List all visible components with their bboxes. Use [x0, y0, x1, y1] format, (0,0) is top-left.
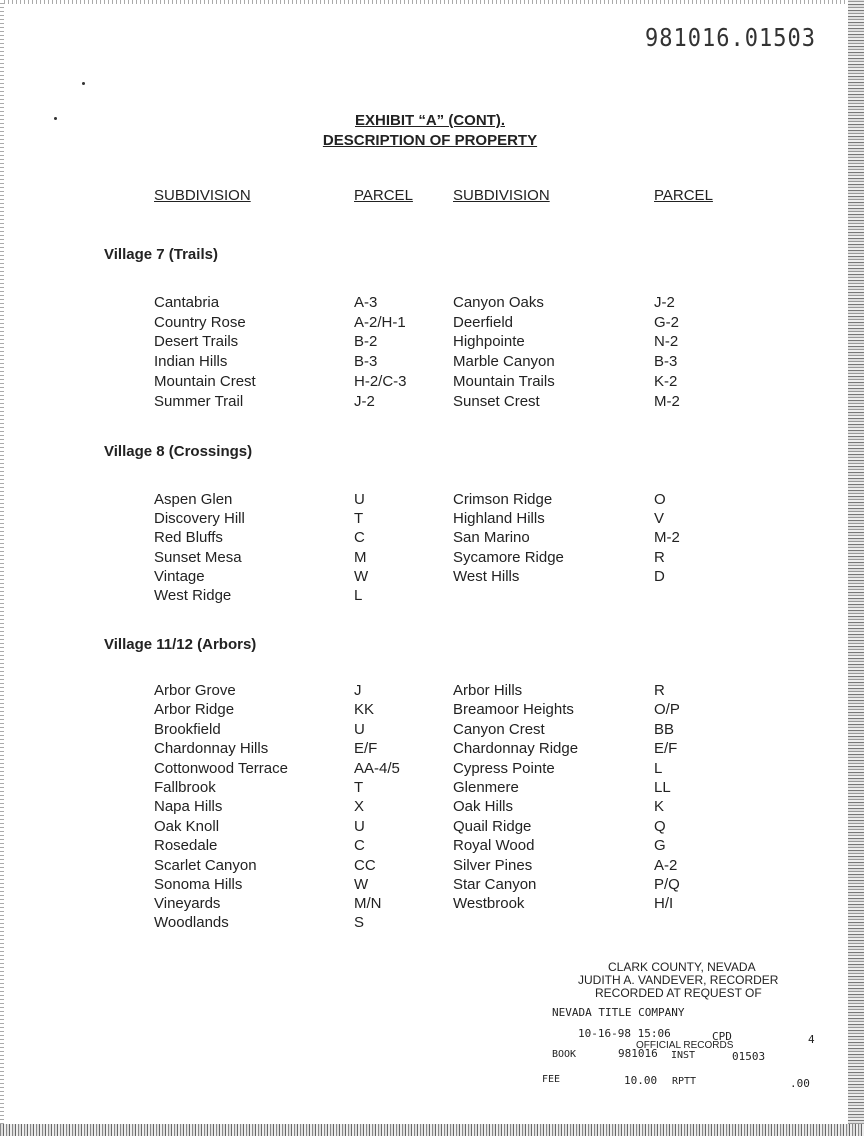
- parcel-right-cell: D: [654, 568, 665, 585]
- exhibit-title: EXHIBIT “A” (CONT).: [355, 112, 505, 129]
- parcel-left-cell: W: [354, 876, 369, 893]
- stamp-fee: 10.00: [624, 1074, 658, 1087]
- subdivision-right-cell: San Marino: [453, 529, 530, 546]
- subdivision-left-cell: Rosedale: [154, 837, 218, 854]
- table-row: [0, 876, 864, 895]
- parcel-left-cell: U: [354, 721, 365, 738]
- subdivision-left-cell: Discovery Hill: [154, 510, 245, 527]
- subdivision-left-cell: Vineyards: [154, 895, 221, 912]
- subdivision-right-cell: Star Canyon: [453, 876, 537, 893]
- subdivision-left-cell: Fallbrook: [154, 779, 216, 796]
- parcel-left-cell: U: [354, 818, 365, 835]
- subdivision-left-cell: Desert Trails: [154, 333, 239, 350]
- parcel-right-cell: J-2: [654, 294, 675, 311]
- table-row: [0, 701, 864, 720]
- parcel-left-cell: AA-4/5: [354, 760, 400, 777]
- parcel-left-cell: M: [354, 549, 367, 566]
- table-row: [0, 491, 864, 510]
- table-row: [0, 721, 864, 740]
- subdivision-right-cell: Breamoor Heights: [453, 701, 574, 718]
- parcel-left-cell: J: [354, 682, 362, 699]
- subdivision-left-cell: Sunset Mesa: [154, 549, 242, 566]
- parcel-left-cell: B-2: [354, 333, 378, 350]
- subdivision-left-cell: Indian Hills: [154, 353, 228, 370]
- parcel-left-cell: H-2/C-3: [354, 373, 407, 390]
- table-row: [0, 837, 864, 856]
- parcel-left-cell: T: [354, 510, 364, 527]
- subdivision-left-cell: West Ridge: [154, 587, 232, 604]
- subdivision-right-cell: Royal Wood: [453, 837, 535, 854]
- table-row: [0, 779, 864, 798]
- parcel-right-cell: G-2: [654, 314, 680, 331]
- subdivision-left-cell: Oak Knoll: [154, 818, 220, 835]
- parcel-left-cell: A-2/H-1: [354, 314, 406, 331]
- scan-speck: [82, 82, 85, 85]
- parcel-right-cell: E/F: [654, 740, 678, 757]
- parcel-left-cell: KK: [354, 701, 375, 718]
- parcel-right-cell: A-2: [654, 857, 678, 874]
- table-row: [0, 510, 864, 529]
- parcel-right-cell: B-3: [654, 353, 678, 370]
- subdivision-right-cell: Quail Ridge: [453, 818, 532, 835]
- header-parcel-1: PARCEL: [354, 187, 413, 204]
- subdivision-right-cell: Mountain Trails: [453, 373, 555, 390]
- subdivision-left-cell: Cantabria: [154, 294, 220, 311]
- parcel-left-cell: C: [354, 837, 365, 854]
- table-row: [0, 818, 864, 837]
- table-row: [0, 314, 864, 333]
- stamp-county: CLARK COUNTY, NEVADA: [608, 960, 756, 974]
- subdivision-left-cell: Cottonwood Terrace: [154, 760, 288, 777]
- table-row: [0, 333, 864, 352]
- stamp-datetime: 10-16-98 15:06: [578, 1027, 671, 1040]
- stamp-initials: CPD: [712, 1030, 732, 1043]
- subdivision-right-cell: Highpointe: [453, 333, 525, 350]
- parcel-left-cell: B-3: [354, 353, 378, 370]
- parcel-left-cell: W: [354, 568, 369, 585]
- parcel-left-cell: X: [354, 798, 365, 815]
- header-subdivision-1: SUBDIVISION: [154, 187, 251, 204]
- parcel-right-cell: K-2: [654, 373, 678, 390]
- subdivision-right-cell: Marble Canyon: [453, 353, 555, 370]
- scan-speck: [54, 117, 57, 120]
- subdivision-right-cell: Westbrook: [453, 895, 525, 912]
- scan-edge-bottom: [0, 1124, 864, 1136]
- parcel-left-cell: CC: [354, 857, 376, 874]
- subdivision-left-cell: Vintage: [154, 568, 205, 585]
- subdivision-right-cell: Oak Hills: [453, 798, 514, 815]
- subdivision-left-cell: Country Rose: [154, 314, 246, 331]
- parcel-right-cell: O/P: [654, 701, 680, 718]
- table-row: [0, 294, 864, 313]
- table-row: [0, 740, 864, 759]
- parcel-right-cell: O: [654, 491, 666, 508]
- subdivision-left-cell: Brookfield: [154, 721, 221, 738]
- parcel-left-cell: M/N: [354, 895, 382, 912]
- parcel-right-cell: Q: [654, 818, 666, 835]
- parcel-left-cell: L: [354, 587, 363, 604]
- table-row: [0, 353, 864, 372]
- parcel-left-cell: S: [354, 914, 365, 931]
- parcel-right-cell: K: [654, 798, 665, 815]
- parcel-left-cell: U: [354, 491, 365, 508]
- parcel-right-cell: M-2: [654, 529, 680, 546]
- subdivision-left-cell: Sonoma Hills: [154, 876, 243, 893]
- subdivision-right-cell: Sunset Crest: [453, 393, 540, 410]
- table-row: [0, 568, 864, 587]
- subdivision-right-cell: Crimson Ridge: [453, 491, 553, 508]
- parcel-left-cell: C: [354, 529, 365, 546]
- document-number: 981016.01503: [645, 24, 816, 53]
- parcel-right-cell: H/I: [654, 895, 674, 912]
- subdivision-left-cell: Arbor Ridge: [154, 701, 235, 718]
- parcel-right-cell: P/Q: [654, 876, 680, 893]
- stamp-page: 4: [808, 1033, 815, 1046]
- subdivision-right-cell: Sycamore Ridge: [453, 549, 564, 566]
- parcel-right-cell: L: [654, 760, 663, 777]
- subdivision-right-cell: Silver Pines: [453, 857, 533, 874]
- stamp-recorder: JUDITH A. VANDEVER, RECORDER: [578, 973, 779, 987]
- parcel-left-cell: A-3: [354, 294, 378, 311]
- subdivision-right-cell: Canyon Oaks: [453, 294, 544, 311]
- village-heading: Village 8 (Crossings): [104, 443, 253, 460]
- subdivision-left-cell: Mountain Crest: [154, 373, 256, 390]
- subdivision-left-cell: Woodlands: [154, 914, 229, 931]
- header-subdivision-2: SUBDIVISION: [453, 187, 550, 204]
- parcel-right-cell: LL: [654, 779, 671, 796]
- stamp-book: 981016: [618, 1047, 658, 1060]
- parcel-left-cell: J-2: [354, 393, 375, 410]
- parcel-right-cell: N-2: [654, 333, 679, 350]
- parcel-right-cell: R: [654, 549, 665, 566]
- subdivision-left-cell: Scarlet Canyon: [154, 857, 257, 874]
- table-row: [0, 373, 864, 392]
- stamp-company: NEVADA TITLE COMPANY: [552, 1006, 685, 1019]
- subdivision-left-cell: Aspen Glen: [154, 491, 233, 508]
- stamp-book-label: BOOK: [552, 1049, 577, 1060]
- stamp-rptt: .00: [790, 1077, 810, 1090]
- parcel-left-cell: E/F: [354, 740, 378, 757]
- header-parcel-2: PARCEL: [654, 187, 713, 204]
- scan-edge-top: [0, 0, 864, 4]
- parcel-right-cell: V: [654, 510, 665, 527]
- stamp-inst-label: INST: [671, 1050, 696, 1061]
- subdivision-right-cell: Deerfield: [453, 314, 514, 331]
- table-row: [0, 587, 864, 606]
- parcel-left-cell: T: [354, 779, 364, 796]
- subdivision-right-cell: West Hills: [453, 568, 520, 585]
- table-row: [0, 682, 864, 701]
- subdivision-left-cell: Napa Hills: [154, 798, 223, 815]
- exhibit-subtitle: DESCRIPTION OF PROPERTY: [322, 132, 538, 149]
- stamp-fee-label: FEE: [542, 1074, 561, 1085]
- table-row: [0, 760, 864, 779]
- parcel-right-cell: R: [654, 682, 665, 699]
- stamp-official-records: OFFICIAL RECORDS: [636, 1040, 734, 1051]
- village-heading: Village 11/12 (Arbors): [104, 636, 257, 653]
- subdivision-right-cell: Arbor Hills: [453, 682, 523, 699]
- village-heading: Village 7 (Trails): [104, 246, 218, 263]
- table-row: [0, 798, 864, 817]
- subdivision-left-cell: Summer Trail: [154, 393, 244, 410]
- stamp-inst: 01503: [732, 1050, 766, 1063]
- subdivision-right-cell: Canyon Crest: [453, 721, 545, 738]
- subdivision-right-cell: Highland Hills: [453, 510, 545, 527]
- table-row: [0, 393, 864, 412]
- stamp-request: RECORDED AT REQUEST OF: [595, 986, 762, 1000]
- table-row: [0, 857, 864, 876]
- parcel-right-cell: M-2: [654, 393, 680, 410]
- subdivision-right-cell: Glenmere: [453, 779, 519, 796]
- table-row: [0, 914, 864, 933]
- subdivision-right-cell: Cypress Pointe: [453, 760, 555, 777]
- table-row: [0, 895, 864, 914]
- subdivision-left-cell: Chardonnay Hills: [154, 740, 269, 757]
- subdivision-left-cell: Arbor Grove: [154, 682, 236, 699]
- table-row: [0, 529, 864, 548]
- subdivision-left-cell: Red Bluffs: [154, 529, 223, 546]
- parcel-right-cell: G: [654, 837, 666, 854]
- table-row: [0, 549, 864, 568]
- subdivision-right-cell: Chardonnay Ridge: [453, 740, 579, 757]
- stamp-rptt-label: RPTT: [672, 1076, 697, 1087]
- parcel-right-cell: BB: [654, 721, 675, 738]
